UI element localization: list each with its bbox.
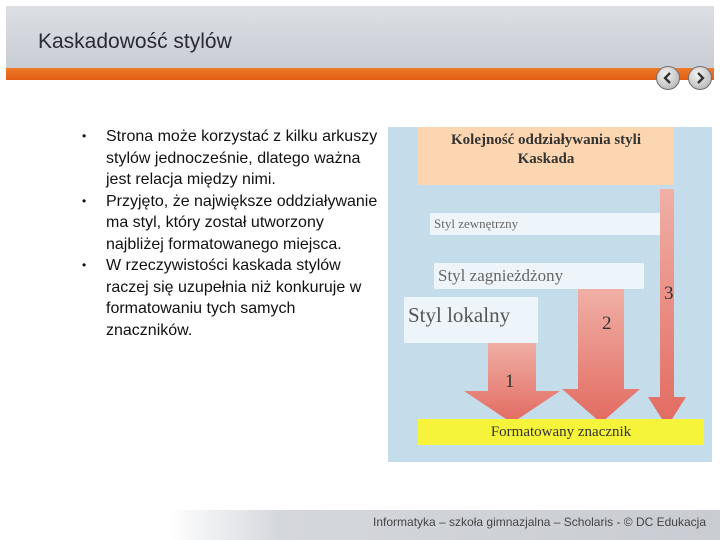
slide-footer: Informatyka – szkoła gimnazjalna – Scholaris - © DC Edukacja [373, 515, 706, 529]
next-slide-button[interactable] [688, 66, 712, 90]
arrow-number-1: 1 [505, 371, 515, 392]
cascade-diagram [388, 127, 712, 462]
arrow-number-2: 2 [602, 313, 612, 334]
formatted-tag-bar: Formatowany znacznik [418, 419, 704, 445]
bullet-item: • W rzeczywistości kaskada stylów raczej się uzupełnia niż konkuruje w formatowaniu tych samych znaczników. [82, 255, 382, 341]
external-style-bar: Styl zewnętrzny [430, 213, 660, 235]
arrow-number-3: 3 [664, 283, 674, 304]
arrow-2 [562, 289, 640, 423]
slide-title: Kaskadowość stylów [38, 30, 232, 53]
accent-bar [6, 68, 714, 80]
chevron-left-icon [657, 67, 679, 89]
bullet-item: • Przyjęto, że największe oddziaływanie ma styl, który został utworzony najbliżej formatowanego miejsca. [82, 191, 382, 256]
nested-style-bar: Styl zagnieżdżony [434, 263, 644, 289]
bullet-item: • Strona może korzystać z kilku arkuszy stylów jednocześnie, dlatego ważna jest relacja między nimi. [82, 126, 382, 191]
local-style-bar: Styl lokalny [404, 297, 538, 343]
chevron-right-icon [689, 67, 711, 89]
diagram-title: Kolejność oddziaływania styli Kaskada [418, 127, 674, 185]
bullet-list [82, 126, 382, 341]
prev-slide-button[interactable] [656, 66, 680, 90]
